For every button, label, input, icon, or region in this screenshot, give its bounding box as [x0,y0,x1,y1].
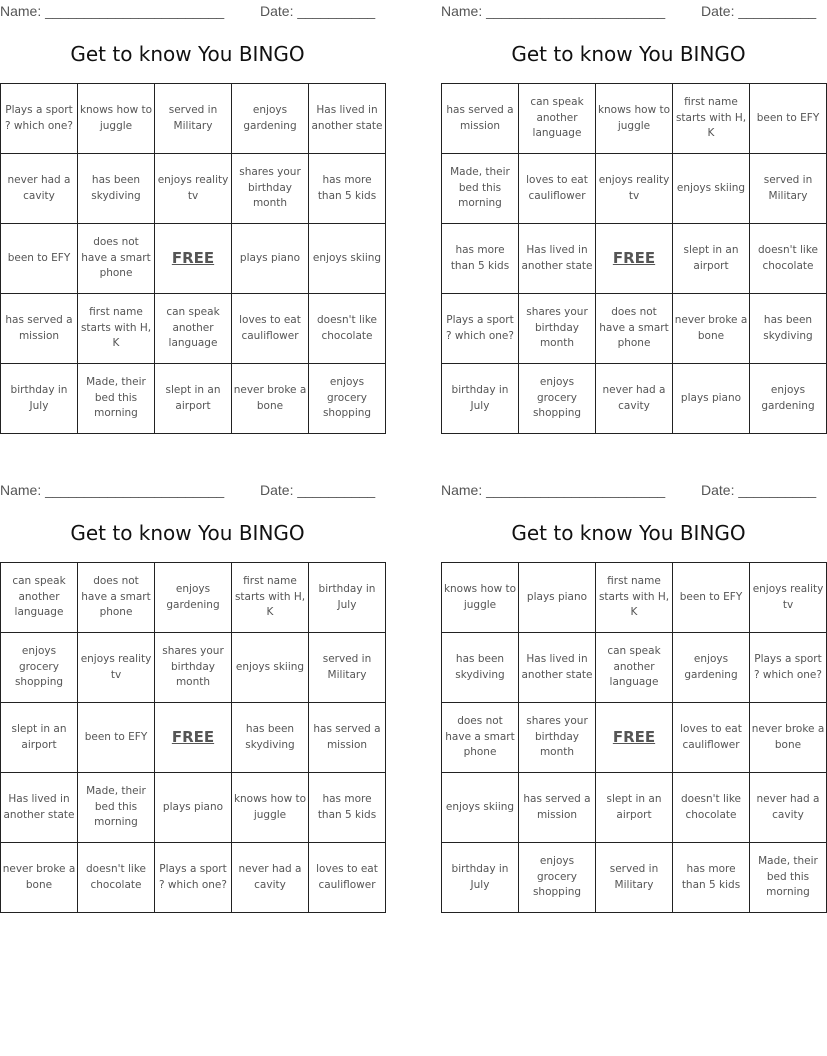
bingo-cell: knows how to juggle [78,84,155,154]
bingo-row [1,843,386,913]
bingo-row [442,773,827,843]
bingo-cell: has more than 5 kids [309,773,386,843]
bingo-cell: first name starts with H, K [232,563,309,633]
bingo-cell: enjoys reality tv [596,154,673,224]
bingo-cell: has more than 5 kids [309,154,386,224]
bingo-cell: slept in an airport [673,224,750,294]
bingo-cell: doesn't like chocolate [673,773,750,843]
bingo-cell: birthday in July [442,843,519,913]
bingo-cell: shares your birthday month [155,633,232,703]
bingo-cell: knows how to juggle [442,563,519,633]
bingo-row [442,224,827,294]
bingo-grid [441,562,827,913]
bingo-cell: loves to eat cauliflower [309,843,386,913]
bingo-cell: served in Military [596,843,673,913]
name-field-label: Name: _______________________ [0,482,225,498]
bingo-cell: Made, their bed this morning [750,843,827,913]
bingo-cell: Made, their bed this morning [78,364,155,434]
bingo-cell: never had a cavity [750,773,827,843]
bingo-cell: loves to eat cauliflower [673,703,750,773]
bingo-grid [441,83,827,434]
card-title: Get to know You BINGO [70,521,305,545]
free-space: FREE [596,224,673,294]
bingo-cell: has more than 5 kids [673,843,750,913]
bingo-row [1,84,386,154]
bingo-cell: loves to eat cauliflower [519,154,596,224]
bingo-cell: enjoys grocery shopping [1,633,78,703]
bingo-cell: never had a cavity [1,154,78,224]
name-field-label: Name: _______________________ [0,3,225,19]
bingo-cell: Plays a sport ? which one? [750,633,827,703]
bingo-cell: shares your birthday month [232,154,309,224]
bingo-row [442,563,827,633]
bingo-cell: been to EFY [673,563,750,633]
bingo-grid [0,562,386,913]
bingo-cell: can speak another language [1,563,78,633]
bingo-cell: served in Military [155,84,232,154]
bingo-row [1,224,386,294]
bingo-grid [0,83,386,434]
bingo-cell: has been skydiving [750,294,827,364]
bingo-cell: doesn't like chocolate [750,224,827,294]
free-space: FREE [155,224,232,294]
bingo-cell: never had a cavity [596,364,673,434]
bingo-cell: has served a mission [442,84,519,154]
card-header [441,0,816,30]
bingo-cell: never broke a bone [1,843,78,913]
bingo-cell: has been skydiving [78,154,155,224]
bingo-cell: shares your birthday month [519,294,596,364]
bingo-cell: enjoys gardening [673,633,750,703]
bingo-cell: Plays a sport ? which one? [442,294,519,364]
card-header [441,479,816,509]
bingo-cell: Has lived in another state [519,224,596,294]
bingo-cell: plays piano [232,224,309,294]
card-header [0,479,375,509]
bingo-cell: never broke a bone [673,294,750,364]
bingo-cell: has been skydiving [232,703,309,773]
bingo-cell: enjoys grocery shopping [309,364,386,434]
free-space: FREE [155,703,232,773]
free-space: FREE [596,703,673,773]
bingo-cell: enjoys reality tv [750,563,827,633]
date-field-label: Date: __________ [701,482,817,498]
card-title: Get to know You BINGO [511,521,746,545]
bingo-cell: can speak another language [155,294,232,364]
bingo-cell: loves to eat cauliflower [232,294,309,364]
bingo-cell: first name starts with H, K [596,563,673,633]
bingo-row [442,154,827,224]
bingo-cell: been to EFY [1,224,78,294]
bingo-cell: birthday in July [309,563,386,633]
bingo-cell: doesn't like chocolate [78,843,155,913]
bingo-cell: has been skydiving [442,633,519,703]
bingo-cell: first name starts with H, K [673,84,750,154]
bingo-row [1,154,386,224]
bingo-cell: can speak another language [519,84,596,154]
bingo-cell: Made, their bed this morning [78,773,155,843]
bingo-cell: Has lived in another state [519,633,596,703]
bingo-row [442,843,827,913]
date-field-label: Date: __________ [260,482,376,498]
name-field-label: Name: _______________________ [441,482,666,498]
bingo-row [1,703,386,773]
bingo-cell: birthday in July [1,364,78,434]
bingo-cell: been to EFY [750,84,827,154]
bingo-cell: knows how to juggle [232,773,309,843]
bingo-cell: plays piano [519,563,596,633]
bingo-card [0,0,383,420]
bingo-cell: been to EFY [78,703,155,773]
bingo-cell: has served a mission [309,703,386,773]
bingo-card [441,0,820,420]
bingo-card [441,479,825,899]
bingo-cell: shares your birthday month [519,703,596,773]
bingo-cell: first name starts with H, K [78,294,155,364]
bingo-cell: Has lived in another state [309,84,386,154]
bingo-cell: never had a cavity [232,843,309,913]
bingo-cell: enjoys grocery shopping [519,364,596,434]
bingo-cell: enjoys skiing [442,773,519,843]
bingo-cell: enjoys reality tv [78,633,155,703]
bingo-cell: served in Military [750,154,827,224]
card-title: Get to know You BINGO [70,42,305,66]
bingo-cell: enjoys reality tv [155,154,232,224]
bingo-cell: slept in an airport [596,773,673,843]
bingo-cell: does not have a smart phone [442,703,519,773]
bingo-row [442,294,827,364]
bingo-row [442,364,827,434]
card-header [0,0,375,30]
bingo-cell: enjoys gardening [155,563,232,633]
bingo-cell: does not have a smart phone [78,563,155,633]
bingo-row [1,563,386,633]
bingo-cell: does not have a smart phone [596,294,673,364]
bingo-cell: Made, their bed this morning [442,154,519,224]
bingo-cell: does not have a smart phone [78,224,155,294]
bingo-cell: slept in an airport [1,703,78,773]
bingo-cell: can speak another language [596,633,673,703]
bingo-cell: birthday in July [442,364,519,434]
bingo-cell: enjoys gardening [750,364,827,434]
bingo-cell: Plays a sport ? which one? [1,84,78,154]
bingo-cell: has served a mission [1,294,78,364]
bingo-row [1,294,386,364]
bingo-row [1,773,386,843]
bingo-cell: enjoys skiing [673,154,750,224]
bingo-cell: plays piano [155,773,232,843]
bingo-cell: never broke a bone [750,703,827,773]
date-field-label: Date: __________ [260,3,376,19]
date-field-label: Date: __________ [701,3,817,19]
bingo-cell: enjoys skiing [309,224,386,294]
bingo-cell: slept in an airport [155,364,232,434]
bingo-card [0,479,381,891]
bingo-row [1,633,386,703]
bingo-cell: has served a mission [519,773,596,843]
bingo-cell: doesn't like chocolate [309,294,386,364]
bingo-cell: enjoys skiing [232,633,309,703]
bingo-cell: has more than 5 kids [442,224,519,294]
bingo-row [1,364,386,434]
bingo-cell: Has lived in another state [1,773,78,843]
bingo-cell: served in Military [309,633,386,703]
bingo-row [442,84,827,154]
bingo-row [442,633,827,703]
bingo-cell: enjoys grocery shopping [519,843,596,913]
bingo-cell: never broke a bone [232,364,309,434]
card-title: Get to know You BINGO [511,42,746,66]
bingo-cell: plays piano [673,364,750,434]
bingo-cell: knows how to juggle [596,84,673,154]
bingo-cell: Plays a sport ? which one? [155,843,232,913]
name-field-label: Name: _______________________ [441,3,666,19]
bingo-row [442,703,827,773]
bingo-cell: enjoys gardening [232,84,309,154]
